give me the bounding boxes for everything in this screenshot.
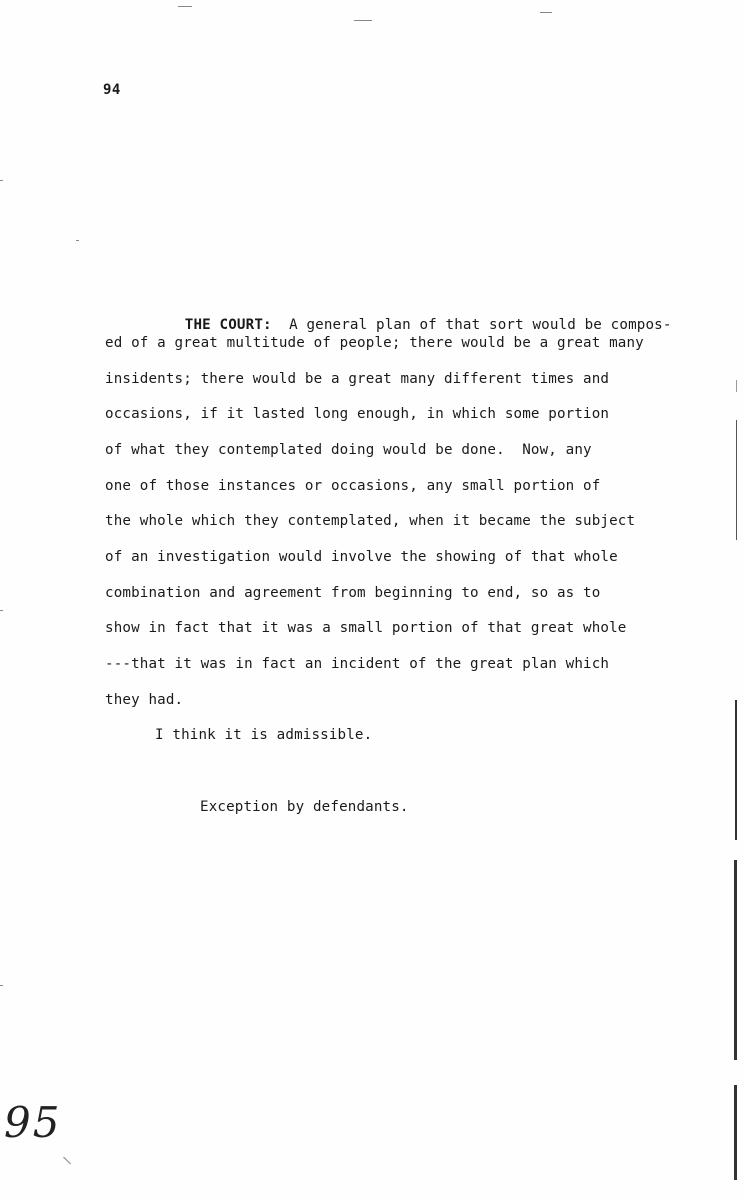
binding-edge-mark-5	[734, 1085, 737, 1180]
binding-edge-mark-1	[736, 380, 737, 392]
text-line-3: insidents; there would be a great many different times and	[105, 371, 610, 387]
text-line-12: they had.	[105, 692, 184, 708]
text-line-6: one of those instances or occasions, any small portion of	[105, 478, 601, 494]
text-line-10: show in fact that it was a small portion of that great whole	[105, 620, 627, 636]
binding-edge-mark-4	[734, 860, 737, 1060]
binding-edge-mark-2	[736, 420, 737, 540]
handwritten-tick	[63, 1157, 71, 1165]
margin-tick-3	[0, 610, 3, 611]
speaker-label: THE COURT:	[184, 317, 272, 333]
text-line-8: of an investigation would involve the showing of that whole	[105, 549, 618, 565]
top-smudge-left	[178, 6, 192, 7]
text-line-1-content: A general plan of that sort would be compos-	[289, 317, 672, 333]
ruling-line: I think it is admissible.	[155, 727, 373, 743]
handwritten-page-note: 95	[4, 1098, 62, 1147]
margin-tick-2	[76, 240, 79, 241]
exception-line: Exception by defendants.	[200, 799, 409, 815]
text-line-2: ed of a great multitude of people; there would be a great many	[105, 335, 644, 351]
text-line-7: the whole which they contemplated, when it became the subject	[105, 513, 636, 529]
page-number: 94	[103, 82, 121, 98]
top-smudge-right	[540, 12, 552, 13]
text-line-5: of what they contemplated doing would be done. Now, any	[105, 442, 592, 458]
text-line-11: ---that it was in fact an incident of the great plan which	[105, 656, 610, 672]
top-smudge-center	[354, 20, 372, 21]
text-line-9: combination and agreement from beginning to end, so as to	[105, 585, 601, 601]
margin-tick-1	[0, 180, 3, 181]
text-line-4: occasions, if it lasted long enough, in which some portion	[105, 406, 610, 422]
binding-edge-mark-3	[735, 700, 737, 840]
margin-tick-4	[0, 985, 3, 986]
